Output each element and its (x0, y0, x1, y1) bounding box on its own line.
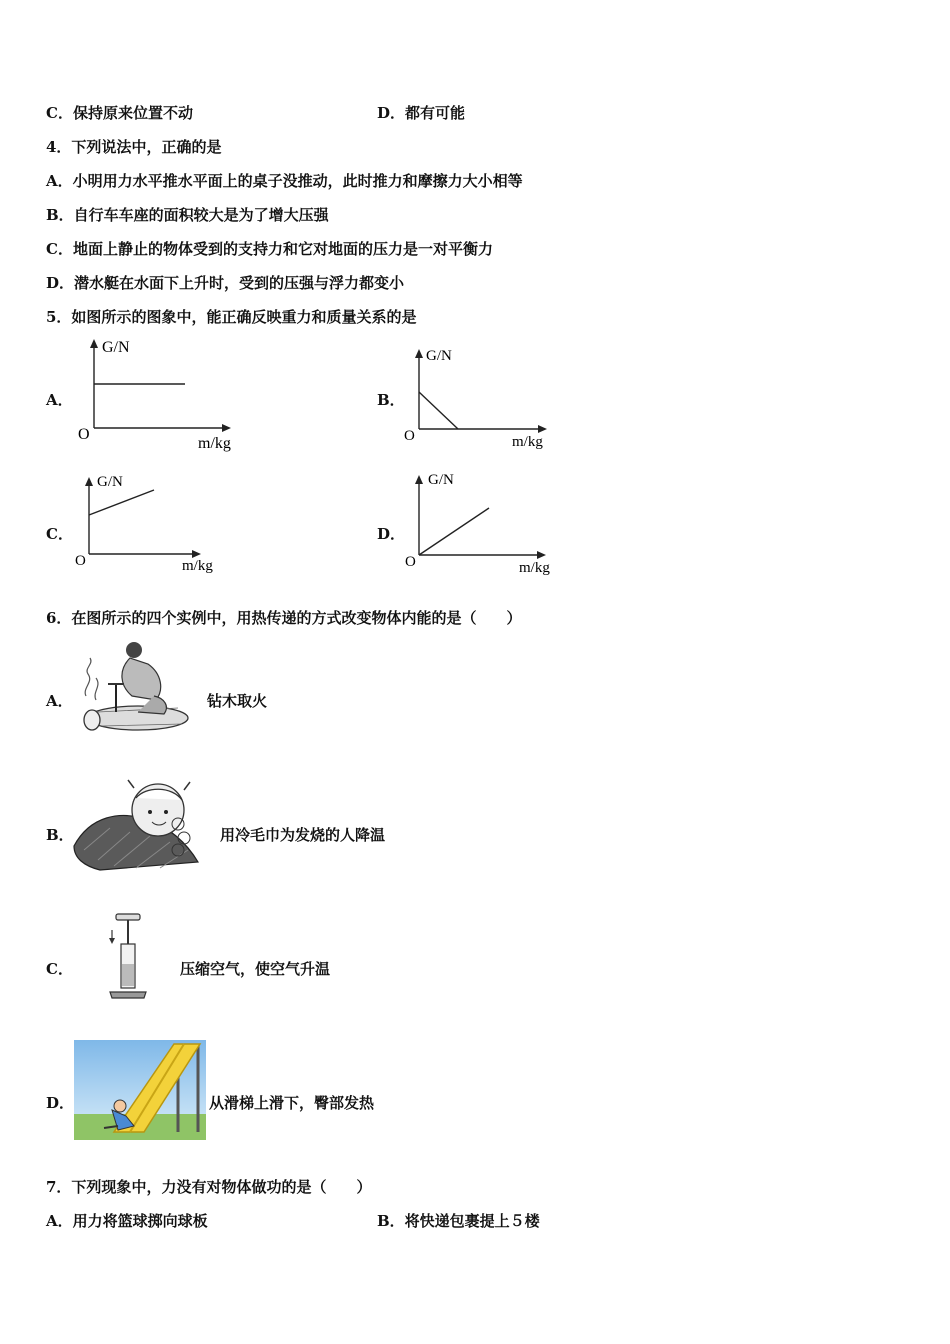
air-compression-cylinder-illustration (104, 910, 154, 1002)
x-arrow (192, 550, 201, 558)
q5-stem: 5．如图所示的图象中，能正确反映重力和质量关系的是 (46, 308, 417, 326)
q4-stem: 4．下列说法中，正确的是 (46, 138, 222, 156)
q6-text-a: 钻木取火 (207, 692, 268, 710)
q4-option-d: D．潜水艇在水面下上升时，受到的压强与浮力都变小 (46, 274, 405, 292)
q6-label-d: D． (46, 1094, 75, 1112)
q4-option-b: B．自行车车座的面积较大是为了增大压强 (46, 206, 329, 224)
y-axis-label: G/N (97, 474, 123, 490)
y-axis-label: G/N (102, 339, 130, 356)
q6-stem: 6．在图所示的四个实例中，用热传递的方式改变物体内能的是（ ） (46, 609, 522, 627)
graph-line (89, 490, 154, 515)
origin-label: O (405, 554, 416, 570)
q5-label-a: A． (46, 391, 73, 409)
origin-label: O (78, 426, 90, 443)
y-arrow (85, 477, 93, 486)
graph-b (400, 342, 560, 454)
q3-option-c: C．保持原来位置不动 (46, 104, 193, 122)
origin-label: O (75, 553, 86, 569)
q4-option-c: C．地面上静止的物体受到的支持力和它对地面的压力是一对平衡力 (46, 240, 493, 258)
x-axis-label: m/kg (512, 434, 543, 450)
q6-text-d: 从滑梯上滑下，臀部发热 (209, 1094, 375, 1112)
y-arrow (415, 475, 423, 484)
y-arrow (90, 339, 98, 348)
q6-label-b: B． (46, 826, 74, 844)
q3-option-d: D．都有可能 (377, 104, 466, 122)
y-axis-label: G/N (428, 472, 454, 488)
q7-option-a: A．用力将篮球掷向球板 (46, 1212, 208, 1230)
q5-label-d: D． (377, 525, 406, 543)
origin-label: O (404, 428, 415, 444)
q4-option-a: A．小明用力水平推水平面上的桌子没推动，此时推力和摩擦力大小相等 (46, 172, 523, 190)
q5-label-b: B． (377, 391, 405, 409)
q5-label-c: C． (46, 525, 73, 543)
x-arrow (537, 551, 546, 559)
x-axis-label: m/kg (198, 435, 231, 452)
q6-text-b: 用冷毛巾为发烧的人降温 (220, 826, 386, 844)
q7-option-b: B．将快递包裹提上５楼 (377, 1212, 540, 1230)
q6-label-c: C． (46, 960, 73, 978)
y-arrow (415, 349, 423, 358)
q7-stem: 7．下列现象中，力没有对物体做功的是（ ） (46, 1178, 372, 1196)
graph-line (419, 392, 458, 429)
x-arrow (538, 425, 547, 433)
q6-text-c: 压缩空气，使空气升温 (180, 960, 331, 978)
y-axis-label: G/N (426, 348, 452, 364)
playground-slide-illustration (74, 1040, 206, 1140)
q6-label-a: A． (46, 692, 73, 710)
x-axis-label: m/kg (182, 558, 213, 574)
drilling-wood-fire-illustration (78, 640, 196, 736)
graph-c (70, 470, 230, 580)
graph-line (419, 508, 489, 555)
x-arrow (222, 424, 231, 432)
graph-d (400, 468, 565, 583)
graph-a (70, 336, 245, 454)
x-axis-label: m/kg (519, 560, 550, 576)
cold-towel-illustration (70, 776, 205, 874)
